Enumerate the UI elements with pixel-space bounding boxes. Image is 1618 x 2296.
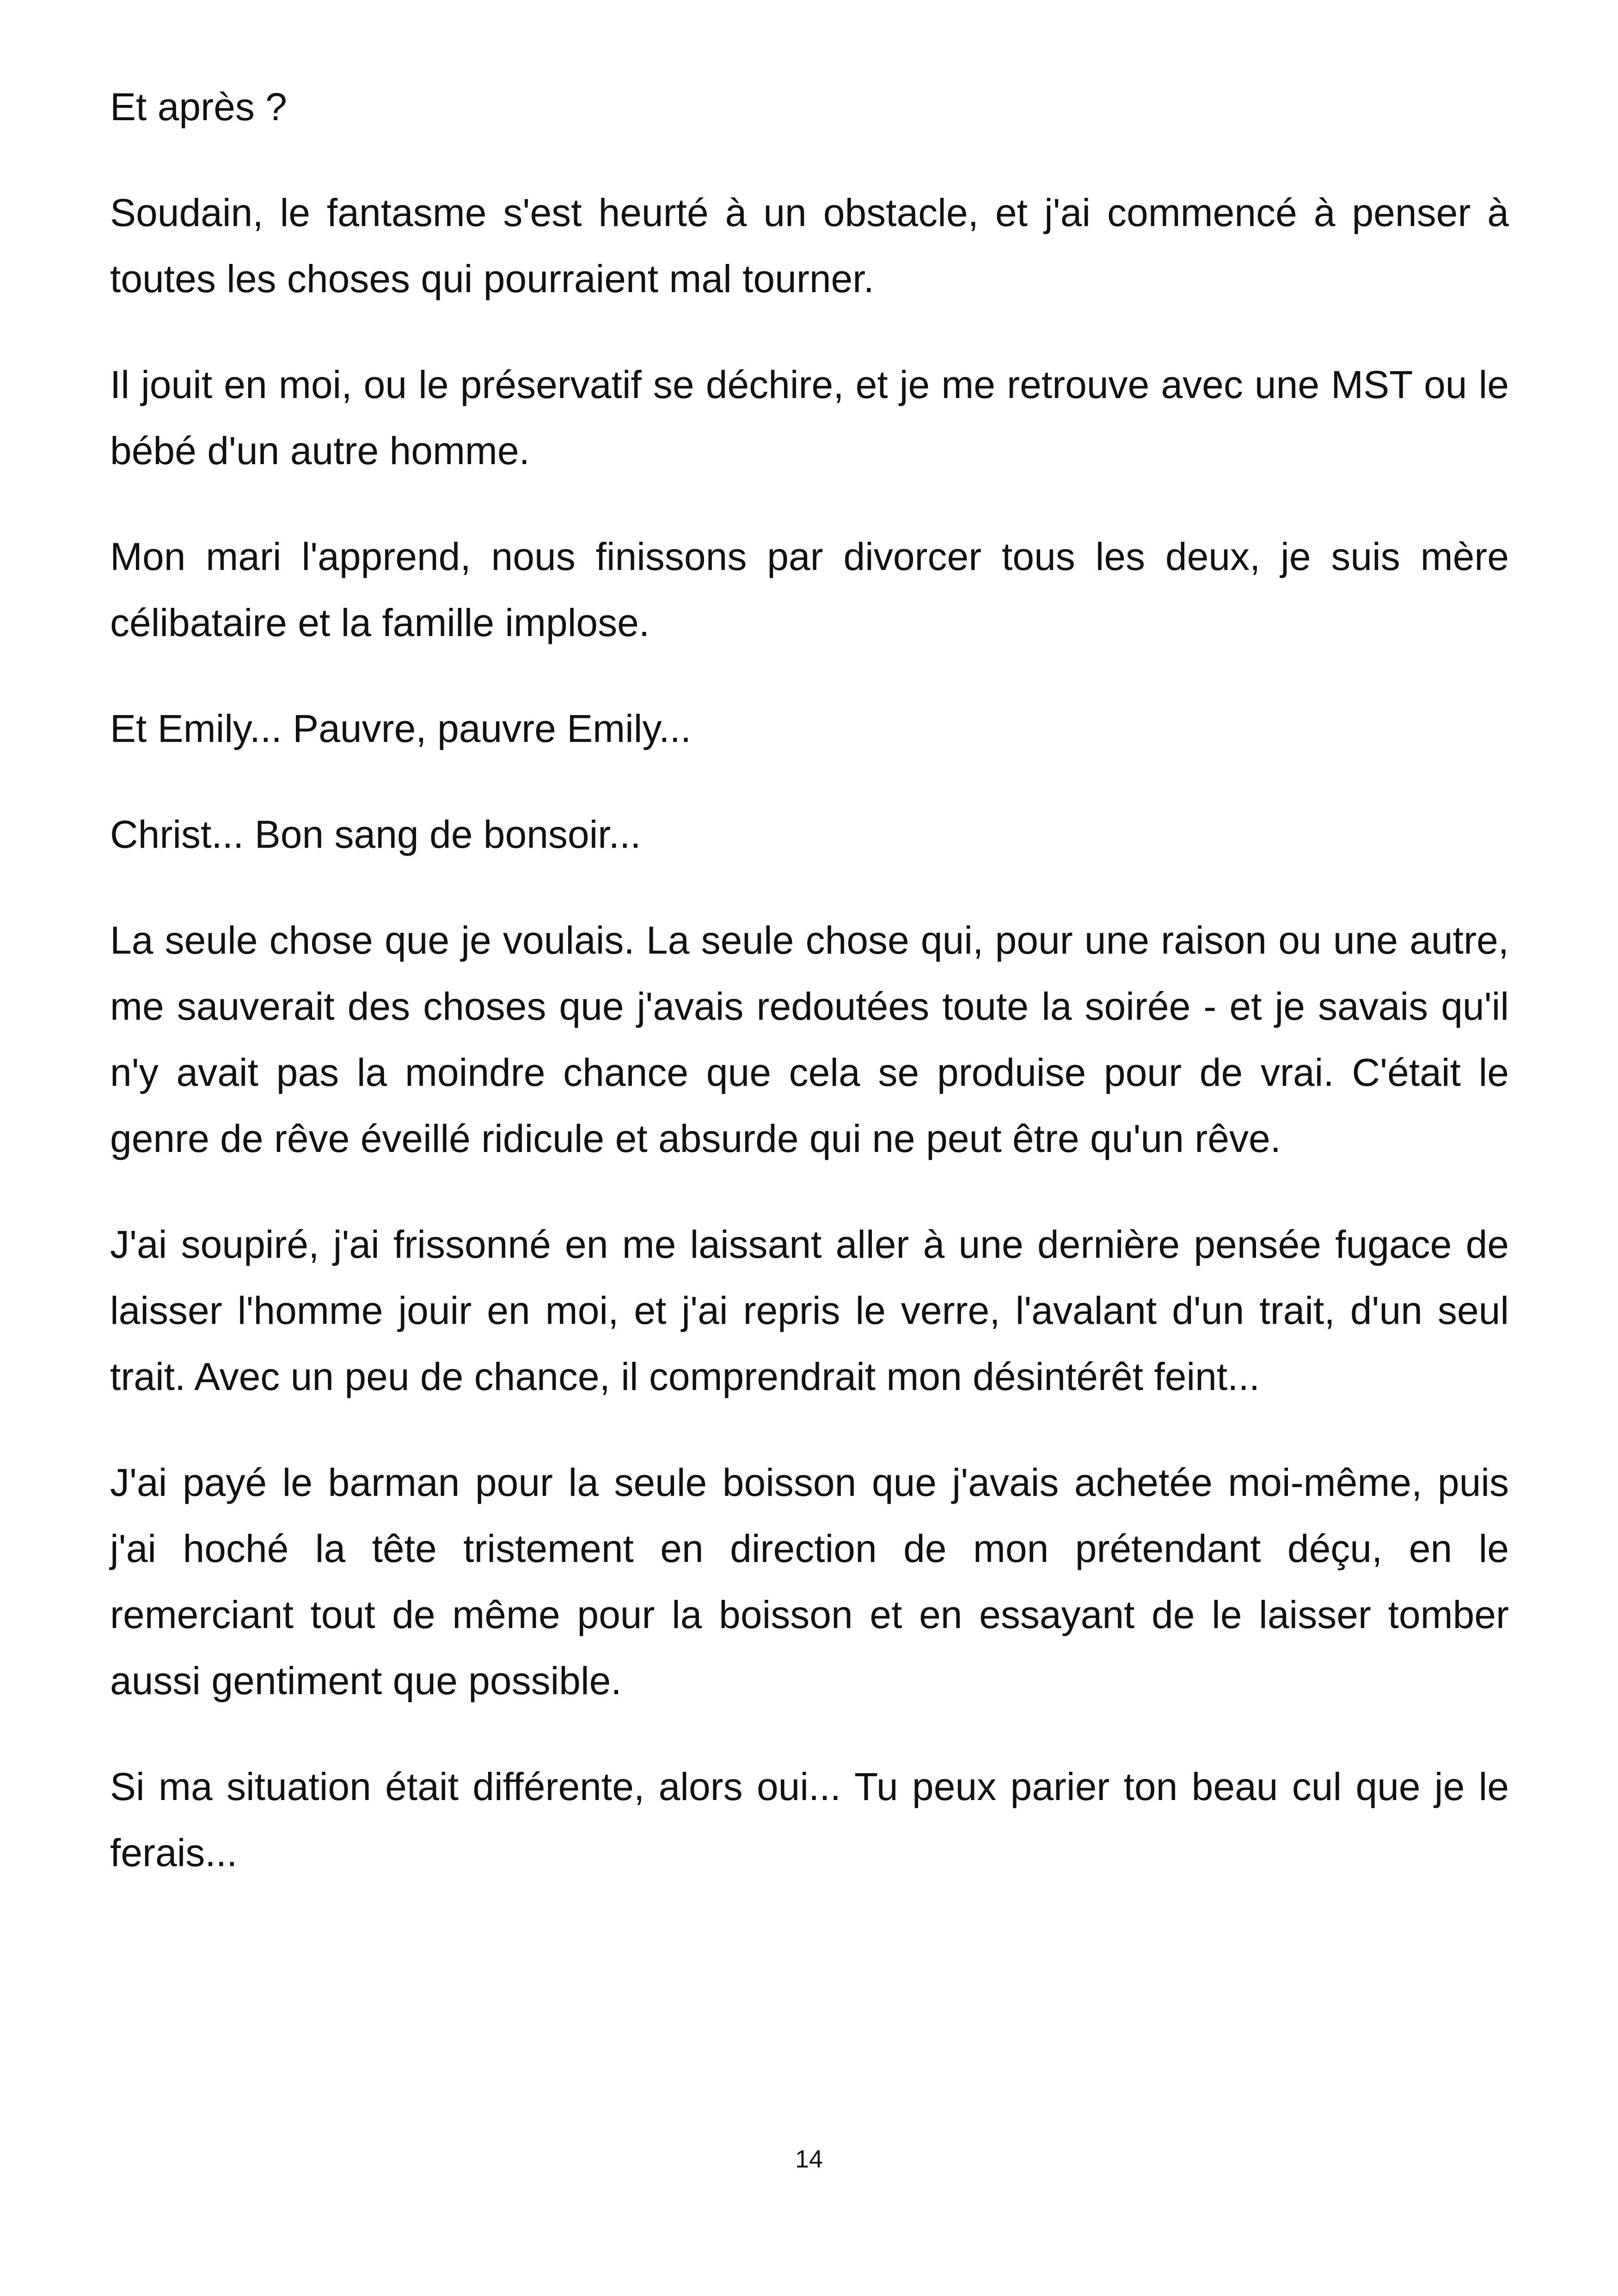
- paragraph: Et Emily... Pauvre, pauvre Emily...: [110, 707, 692, 750]
- page-number: 14: [795, 2145, 823, 2173]
- paragraph: Il jouit en moi, ou le préservatif se déchire, et je me retrouve avec une MST ou le bébé d'un autre homme.: [110, 363, 1509, 472]
- paragraph: J'ai soupiré, j'ai frissonné en me laissant aller à une dernière pensée fugace de laisser l'homme jouir en moi, et j'ai repris le verre, l'avalant d'un trait, d'un seul trait. Avec un peu de chance, il comprendrait mon désintérêt feint...: [110, 1223, 1509, 1398]
- paragraph: Si ma situation était différente, alors oui... Tu peux parier ton beau cul que je le ferais...: [110, 1765, 1509, 1874]
- body-text: [110, 74, 1509, 1926]
- paragraph: Et après ?: [110, 85, 287, 129]
- paragraph: Christ... Bon sang de bonsoir...: [110, 813, 641, 856]
- paragraph: La seule chose que je voulais. La seule chose qui, pour une raison ou une autre, me sauverait des choses que j'avais redoutées toute la soirée - et je savais qu'il n'y avait pas la moindre chance que cela se produise pour de vrai. C'était le genre de rêve éveillé ridicule et absurde qui ne peut être qu'un rêve.: [110, 918, 1509, 1160]
- paragraph: Soudain, le fantasme s'est heurté à un obstacle, et j'ai commencé à penser à toutes les choses qui pourraient mal tourner.: [110, 191, 1509, 300]
- paragraph: Mon mari l'apprend, nous finissons par divorcer tous les deux, je suis mère célibataire et la famille implose.: [110, 535, 1509, 644]
- paragraph: J'ai payé le barman pour la seule boisson que j'avais achetée moi-même, puis j'ai hoché la tête tristement en direction de mon prétendant déçu, en le remerciant tout de même pour la boisson et en essayant de le laisser tomber aussi gentiment que possible.: [110, 1461, 1509, 1702]
